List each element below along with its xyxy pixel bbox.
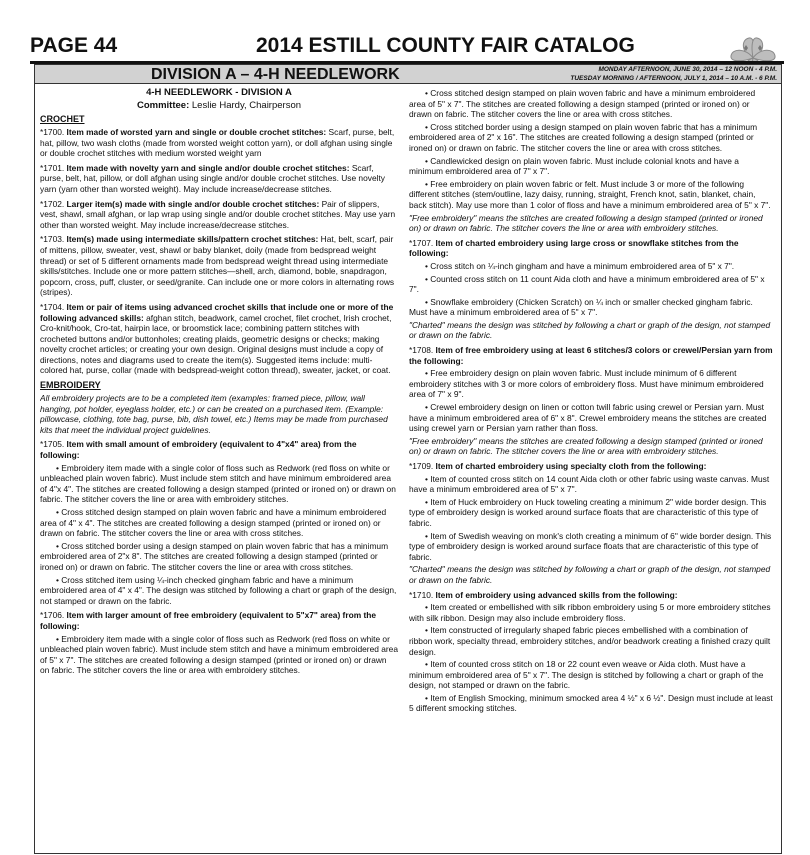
- class-item: • Snowflake embroidery (Chicken Scratch) on ¼ inch or smaller checked gingham fabric. Must have a minimum embroidered area of 5" x 7".: [409, 296, 753, 318]
- class-item: • Cross stitch on ¼-inch gingham and have a minimum embroidered area of 5" x 7".: [425, 260, 735, 271]
- section-heading: 4-H NEEDLEWORK - DIVISION A: [146, 87, 292, 98]
- committee-label: Committee:: [136, 100, 190, 111]
- class-number: *1700.: [40, 127, 65, 137]
- page-number: PAGE 44: [30, 34, 118, 57]
- class-number: *1703.: [40, 234, 65, 245]
- class-item: • Candlewicked design on plain woven fabric. Must include colonial knots and have a minimum embroidered area of 7" x 7".: [409, 155, 739, 177]
- class-title: Item of free embroidery using at least 6 stitches/3 colors or crewel/Persian yarn from the following:: [409, 345, 773, 366]
- class-1702: [40, 199, 398, 231]
- class-item: • Cross stitched design stamped on plain woven fabric and have a minimum embroidered area of 4" x 4". The stitches are created following a design stamped (printed or ironed on) or drawn on fabric. The stitcher covers the line or area with cross stitches.: [40, 507, 387, 539]
- class-item: • Embroidery item made with a single color of floss such as Redwork (red floss on white or unbleached plain woven fabric). Must include stem stitch and have a minimum embroidered area of 5" x 7". The stitches are created following a design stamped (printed or ironed on) or drawn on fabric. The stitcher covers the line or area with embroidery stitches.: [40, 633, 398, 676]
- class-1704: [40, 302, 398, 376]
- class-item: • Cross stitched border using a design stamped on plain woven fabric that has a minimum embroidered area of 2"x 8". The stitches are created following a design stamped (printed or ironed on) or drawn on fabric. The stitcher covers the line or area with cross stitches.: [40, 540, 389, 572]
- class-1705: [40, 439, 398, 460]
- class-item: • Free embroidery on plain woven fabric or felt. Must include 3 or more of the following different stitches (stem/outline, lazy daisy, running, straight, French knot, satin, blanket, chain, back stitch). May use more than 1 color of floss and have a minimum embroidered area of 5" x 7".: [409, 178, 771, 210]
- class-1707: [409, 238, 773, 259]
- class-item: • Free embroidery design on plain woven fabric. Must include minimum of 6 different embroidery stitches with 3 or more colors of embroidery floss. Must have minimum embroidered area of 7" x 9".: [409, 368, 764, 400]
- schedule-line: TUESDAY MORNING / AFTERNOON, JULY 1, 2014 – 10 A.M. - 6 P.M.: [570, 75, 777, 82]
- catalog-title: 2014 ESTILL COUNTY FAIR CATALOG: [256, 34, 635, 57]
- class-number: *1709.: [409, 461, 434, 471]
- class-item: • Cross stitched border using a design stamped on plain woven fabric that has a minimum embroidered area of 2" x 16". The stitches are created following a design stamped (printed or ironed on) or drawn on fabric. The stitcher covers the line or area with cross stitches.: [409, 121, 758, 153]
- class-body: afghan stitch, beadwork, camel crochet, filet crochet, Irish crochet, Cro-knit/hook, Cro-tat, hairpin lace, or broomstick lace; combining pattern stitches with crocheted buttons and/or buttonholes; creating plaids, geometric designs or checks; making novelty crochet articles; or creating your own design. Original designs must include a copy of directions, notes and diagrams used to create the item(s). Suggested items include: multi-colored hat, purse, collar (made with bedspread-weight cotton thread), sweater, jacket, or coat.: [40, 312, 392, 376]
- class-body: Scarf, purse, belt, hat, pillow, or doll afghan using single and/or double crochet stitches. Use novelty yarn (yarn other than worsted weight). May include increase/decrease stitches.: [40, 162, 385, 194]
- class-title: Item of charted embroidery using large cross or snowflake stitches from the following:: [409, 237, 739, 259]
- class-item: • Item created or embellished with silk ribbon embroidery using 5 or more embroidery stitches with silk ribbon. Design may also include embroidery floss.: [409, 602, 771, 623]
- left-column: [40, 87, 398, 852]
- class-title: Item of embroidery using advanced skills from the following:: [433, 589, 678, 600]
- class-title: Larger item(s) made with single and/or double crochet stitches:: [64, 198, 320, 209]
- schedule-line: MONDAY AFTERNOON, JUNE 30, 2014 – 12 NOON - 4 P.M.: [598, 66, 777, 73]
- class-note: "Free embroidery" means the stitches are created following a design stamped (printed or ironed on) or drawn on fabric. The stitcher covers the line or area with embroidery stitches.: [409, 212, 763, 234]
- class-1706: [40, 610, 398, 631]
- class-number: *1702.: [40, 198, 65, 209]
- class-number: *1701.: [40, 162, 65, 173]
- class-number: *1710.: [409, 589, 434, 600]
- class-number: *1704.: [40, 301, 65, 312]
- class-item: • Item of Swedish weaving on monk's cloth creating a minimum of 6" wide border design. This type of embroidery design is worked around surface floats that are characteristic of this type of fabric.: [409, 530, 772, 562]
- class-item: • Cross stitched item using ¼-inch checked gingham fabric and have a minimum embroidered area of 4" x 4". The design was stitched by following a chart or graph of the design, not stamped or drawn on the fabric.: [40, 574, 397, 606]
- class-body: Hat, belt, scarf, pair of mittens, pillow, sweater, vest, shawl or baby blanket, doily (made from bedspread weight thread) or set of 5 different ornaments made from bedspread weight thread using intermediate skills/stitches. Include one or more pattern stitches—shell, arch, diamond, boble, snapdragon, popcorn, cross, puff, cluster, or seed/granite. Can include one or more colors in alternating rows (stripes).: [40, 234, 395, 298]
- class-number: *1706.: [40, 610, 65, 621]
- class-body: Pair of slippers, vest, shawl, small afghan, or lap wrap using single and/or double crochet stitches. May use yarn other than worsted weight. May include increase/decrease stitches.: [40, 198, 396, 230]
- division-title: DIVISION A – 4-H NEEDLEWORK: [151, 66, 400, 83]
- committee-line: [40, 100, 398, 111]
- class-item: • Item of counted cross stitch on 18 or 22 count even weave or Aida cloth. Must have a minimum embroidered area of 5" x 7". The design is stitched by following a chart or graph of the design, not stamped or drawn on the fabric.: [409, 659, 764, 691]
- category-crochet: CROCHET: [40, 114, 85, 124]
- division-bar: [34, 64, 782, 84]
- class-item: • Item of Huck embroidery on Huck toweling creating a minimum 2" wide border design. This type of embroidery design is worked around surface floats that are characteristic of this type of fabric.: [409, 496, 767, 528]
- class-note: "Charted" means the design was stitched by following a chart or graph of the design, not stamped or drawn on the fabric.: [409, 564, 771, 585]
- class-item: • Cross stitched design stamped on plain woven fabric and have a minimum embroidered area of 5" x 7". The stitches are created following a design stamped (printed or ironed on) or drawn on fabric. The stitcher covers the line or area with cross stitches.: [409, 88, 756, 120]
- class-title: Item(s) made using intermediate skills/pattern crochet stitches:: [64, 234, 319, 245]
- class-title: Item with small amount of embroidery (equivalent to 4"x4" area) from the following:: [40, 439, 357, 461]
- class-note: "Charted" means the design was stitched by following a chart or graph of the design, not stamped or drawn on the fabric.: [409, 319, 771, 341]
- class-item: • Crewel embroidery design on linen or cotton twill fabric using crewel or Persian yarn. Must have a minimum embroidered area of 6" x 8". Crewel embroidery means the stitches are created using crewel yarn or Persian yarn rather than floss.: [409, 402, 767, 434]
- class-title: Item made with novelty yarn and single and/or double crochet stitches:: [64, 162, 350, 173]
- class-1703: [40, 234, 398, 298]
- class-1709: [409, 461, 773, 472]
- page-header: [30, 34, 730, 60]
- class-1708: [409, 345, 773, 366]
- class-item: • Embroidery item made with a single color of floss such as Redwork (red floss on white or unbleached plain woven fabric). Must include stem stitch and have minimum embroidered area of 4"x 4". The stitches are created following a design stamped (printed or ironed on) or drawn on fabric. The stitcher covers the line or area with embroidery stitches.: [40, 462, 396, 505]
- class-title: Item or pair of items using advanced crochet skills that include one or more of the following advanced skills:: [40, 301, 394, 323]
- class-item: • Counted cross stitch on 11 count Aida cloth and have a minimum embroidered area of 5" x 7".: [409, 273, 765, 295]
- class-1701: [40, 163, 398, 195]
- class-title: Item with larger amount of free embroidery (equivalent to 5"x7" area) from the following:: [40, 610, 377, 631]
- class-number: *1705.: [40, 439, 65, 450]
- class-item: • Item constructed of irregularly shaped fabric pieces embellished with a combination of ribbon work, specialty thread, embroidery stitches, and/or beadwork creating a finished crazy quilt design.: [409, 625, 771, 657]
- class-title: Item made of worsted yarn and single or double crochet stitches:: [64, 127, 327, 137]
- class-1710: [409, 590, 773, 601]
- class-title: Item of charted embroidery using specialty cloth from the following:: [433, 461, 707, 471]
- class-number: *1707.: [409, 237, 434, 248]
- class-item: • Item of English Smocking, minimum smocked area 4 ½" x 6 ½". Design must include at least 5 different smocking stitches.: [409, 692, 773, 714]
- category-embroidery: EMBROIDERY: [40, 380, 101, 391]
- embroidery-note: All embroidery projects are to be a completed item (examples: framed piece, pillow, wall hanging, pot holder, eyeglass holder, etc.) or can be created on a purchased item. (Example: pillowcase, clothing, tote bag, purse, bib, dish towel, etc.) Items may be made from purchased kits that meet the individual project guidelines.: [40, 393, 388, 435]
- class-1700: [40, 127, 398, 159]
- division-schedule: [570, 65, 777, 83]
- right-column: [409, 88, 773, 853]
- class-body: Scarf, purse, belt, hat, pillow, two wash cloths (made from worsted weight cotton yarn), or doll afghan using single or double crochet stitches with medium worsted weight yarn: [40, 127, 395, 159]
- committee-chair: Leslie Hardy, Chairperson: [189, 100, 302, 111]
- class-item: • Item of counted cross stitch on 14 count Aida cloth or other fabric using waste canvas. Must have a minimum embroidered area of 5" x 7".: [409, 473, 770, 495]
- class-note: "Free embroidery" means the stitches are created following a design stamped (printed or ironed on) or drawn on fabric. The stitcher covers the line or area with embroidery stitches.: [409, 435, 763, 457]
- class-number: *1708.: [409, 345, 434, 356]
